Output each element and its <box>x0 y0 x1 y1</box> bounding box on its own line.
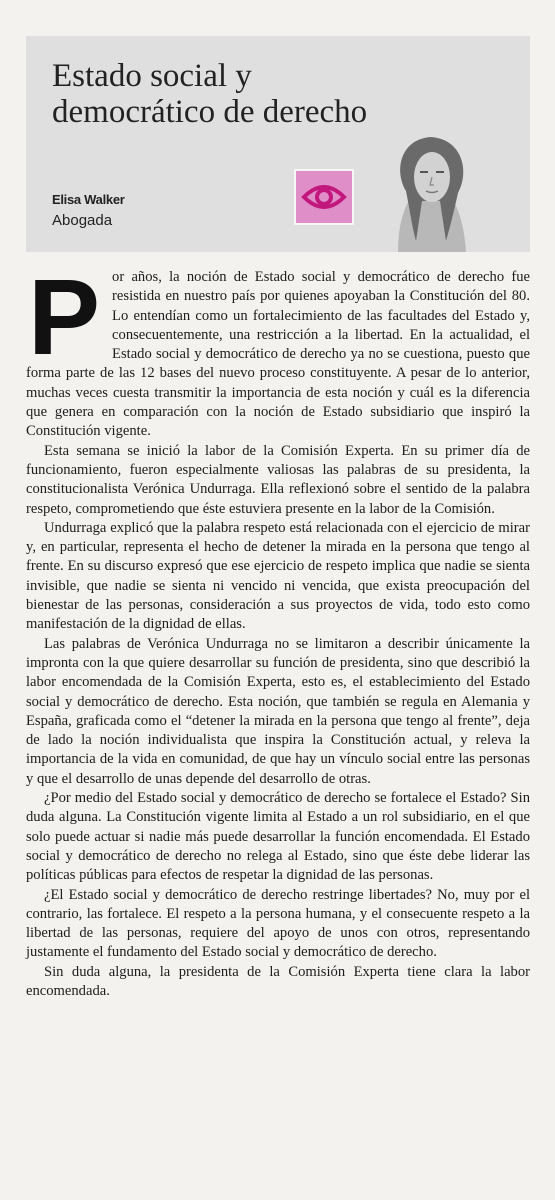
paragraph: Esta semana se inició la labor de la Comisión Experta. En su primer día de funcionamiento, fueron especialmente valiosas las palabras de su presidenta, la constitucionalista Verónica Undurraga. Ella reflexionó sobre el sentido de la palabra respeto, comprometiendo que éste estuviera presente en la labor de la Comisión. <box>26 442 530 517</box>
paragraph: Undurraga explicó que la palabra respeto está relacionada con el ejercicio de mirar y, en particular, representa el hecho de detener la mirada en la persona que tengo al frente. En su discurso expresó que ese ejercicio de respeto implica que nadie se sienta invisible, que nadie se sienta ni vencido ni vencida, que exista preocupación del bienestar de las personas, consideración a sus proyectos de vida, todo esto como manifestación de la dignidad de ellas. <box>26 519 530 633</box>
author-role: Abogada <box>52 212 113 229</box>
dropcap: P <box>28 256 101 377</box>
author-portrait <box>376 131 486 252</box>
paragraph: Las palabras de Verónica Undurraga no se limitaron a describir únicamente la impronta con la que quiere desarrollar su función de presidenta, sino que describió la labor encomendada de la Comisión Experta, esto es, el establecimiento del Estado social y democrático de derecho. Esta noción, que también se regula en Alemania y España, graficada como el “detener la mirada en la persona que tengo al frente”, deja de lado la noción individualista que inspira la Constitución actual, y releva la importancia de la vida en comunidad, de que hay un vínculo social entre las personas y que el desarrollo de unas depende del desarrollo de otras. <box>26 635 530 787</box>
paragraph-1-text: or años, la noción de Estado social y democrático de derecho fue resistida en nuestro país por quienes apoyaban la Constitución del 80. Lo entendían como un fortalecimiento de las facultades del Estado y, consecuentemente, una restricción a la libertad. En la actualidad, el Estado social y democrático de derecho ya no se cuestiona, puesto que forma parte de las 12 bases del nuevo proceso constituyente. A pesar de lo anterior, muchas veces cuesta transmitir la importancia de esta noción y cuál es la diferencia que genera en comparación con la noción de Estado subsidiario que inspiró la Constitución vigente. <box>26 269 530 440</box>
article-header <box>26 36 530 252</box>
article-body <box>26 256 530 1001</box>
paragraph-1 <box>26 256 530 442</box>
eye-icon <box>294 169 354 225</box>
paragraph: Sin duda alguna, la presidenta de la Comisión Experta tiene clara la labor encomendada. <box>26 963 530 999</box>
paragraph: ¿Por medio del Estado social y democrático de derecho se fortalece el Estado? Sin duda alguna. La Constitución vigente limita al Estado a un rol subsidiario, en el que solo puede actuar si nadie más puede desarrollar la función encomendada. El Estado social y democrático de derecho no relega al Estado, sino que éste debe liderar las políticas públicas para efectos de respetar la dignidad de las personas. <box>26 790 530 884</box>
article-title: Estado social y democrático de derecho <box>52 58 368 130</box>
paragraph: ¿El Estado social y democrático de derecho restringe libertades? No, muy por el contrario, las fortalece. El respeto a la persona humana, y el consecuente respeto a la libertad de las personas, requiere del apoyo de unos con otros, representando justamente el fundamento del Estado social y democrático de derecho. <box>26 886 530 961</box>
author-name: Elisa Walker <box>52 192 125 207</box>
